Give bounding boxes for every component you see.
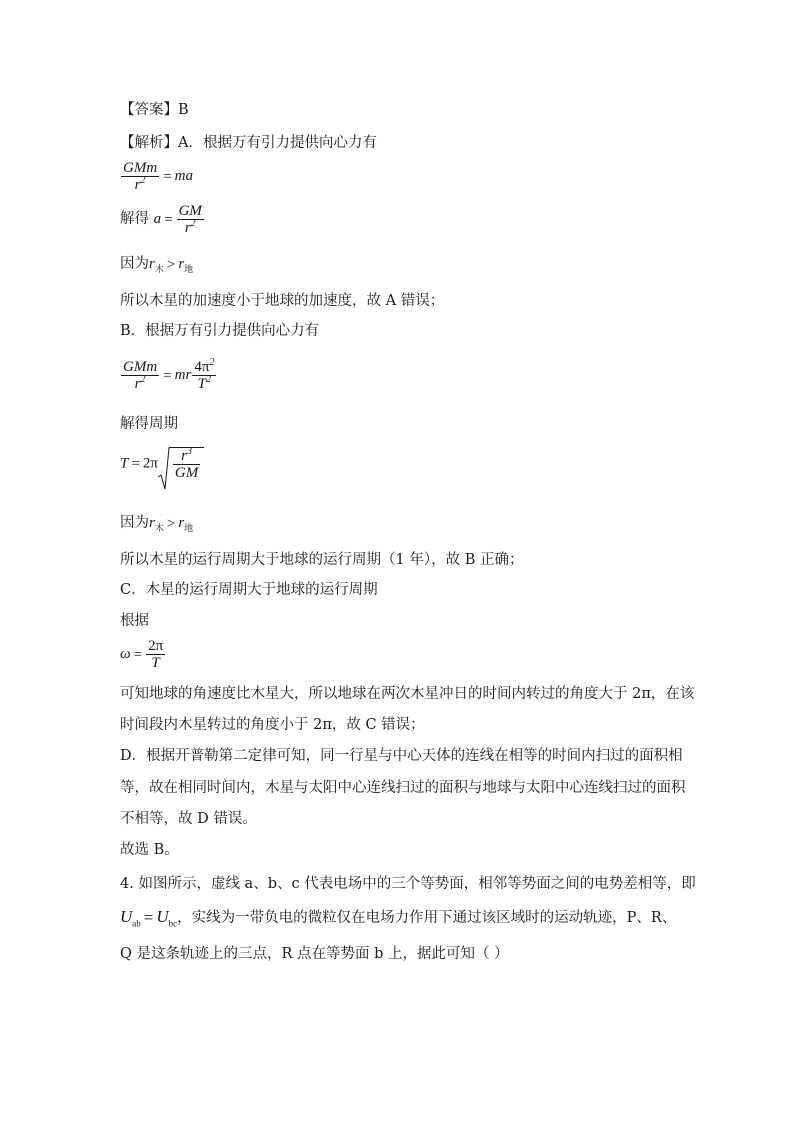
analysis-b-solve: 解得周期 bbox=[120, 416, 178, 432]
analysis-c-intro: C．木星的运行周期大于地球的运行周期 bbox=[120, 582, 378, 598]
analysis-c-line1: 可知地球的角速度比木星大，所以地球在两次木星冲日的时间内转过的角度大于 2π，在该 bbox=[120, 686, 695, 702]
question4-line3: Q 是这条轨迹上的三点，R 点在等势面 b 上，据此可知（ ） bbox=[120, 946, 509, 962]
equation-period: T = 2π $\frac{r^3}{GM}$ bbox=[120, 447, 204, 481]
equation-gravity-period: $\frac{\text{GMm}}{r^2}$ = mr $\frac{4\pi^2}{T^2}$ bbox=[123, 357, 215, 392]
analysis-d-line3: 不相等，故 D 错误。 bbox=[120, 811, 257, 827]
analysis-a-conclusion: 所以木星的加速度小于地球的加速度，故 A 错误； bbox=[120, 293, 445, 309]
analysis-choose: 故选 B。 bbox=[120, 842, 179, 858]
equation-solve-a: 解得 a = $\frac{GM}{r^2}$ bbox=[120, 203, 202, 236]
analysis-a-intro: 【解析】A．根据万有引力提供向心力有 bbox=[120, 135, 377, 151]
analysis-c-line2: 时间段内木星转过的角度小于 2π，故 C 错误； bbox=[120, 717, 425, 733]
analysis-b-conclusion: 所以木星的运行周期大于地球的运行周期（1 年），故 B 正确； bbox=[120, 552, 524, 568]
answer-label: 【答案】 bbox=[120, 102, 178, 118]
compare-radius-a: 因为$r_木 > r_地$ bbox=[120, 256, 194, 274]
answer-value: B bbox=[178, 102, 189, 118]
analysis-c-basis: 根据 bbox=[120, 613, 149, 629]
analysis-label: 【解析】 bbox=[120, 135, 178, 151]
radical-sign bbox=[158, 447, 170, 491]
question4-line1: 4. 如图所示，虚线 a、b、c 代表电场中的三个等势面，相邻等势面之间的电势差相等，即 bbox=[120, 876, 696, 892]
question4-line2: $U_{ab} = U_{bc}$，实线为一带负电的微粒仅在电场力作用下通过该区域时的运动轨迹，P、R、 bbox=[120, 907, 677, 929]
analysis-d-line2: 等，故在相同时间内，木星与太阳中心连线扫过的面积与地球与太阳中心连线扫过的面积 bbox=[120, 780, 686, 796]
answer-line bbox=[120, 101, 189, 119]
equation-angular-velocity: ω = $\frac{2\pi}{T}$ bbox=[120, 638, 164, 671]
compare-radius-b: 因为$r_木 > r_地$ bbox=[120, 515, 194, 533]
analysis-b-intro: B．根据万有引力提供向心力有 bbox=[120, 323, 320, 339]
equation-gravity-acceleration: $\frac{\text{GMm}}{r^2}$ = ma bbox=[123, 160, 193, 193]
analysis-d-line1: D．根据开普勒第二定律可知，同一行星与中心天体的连线在相等的时间内扫过的面积相 bbox=[120, 748, 683, 764]
